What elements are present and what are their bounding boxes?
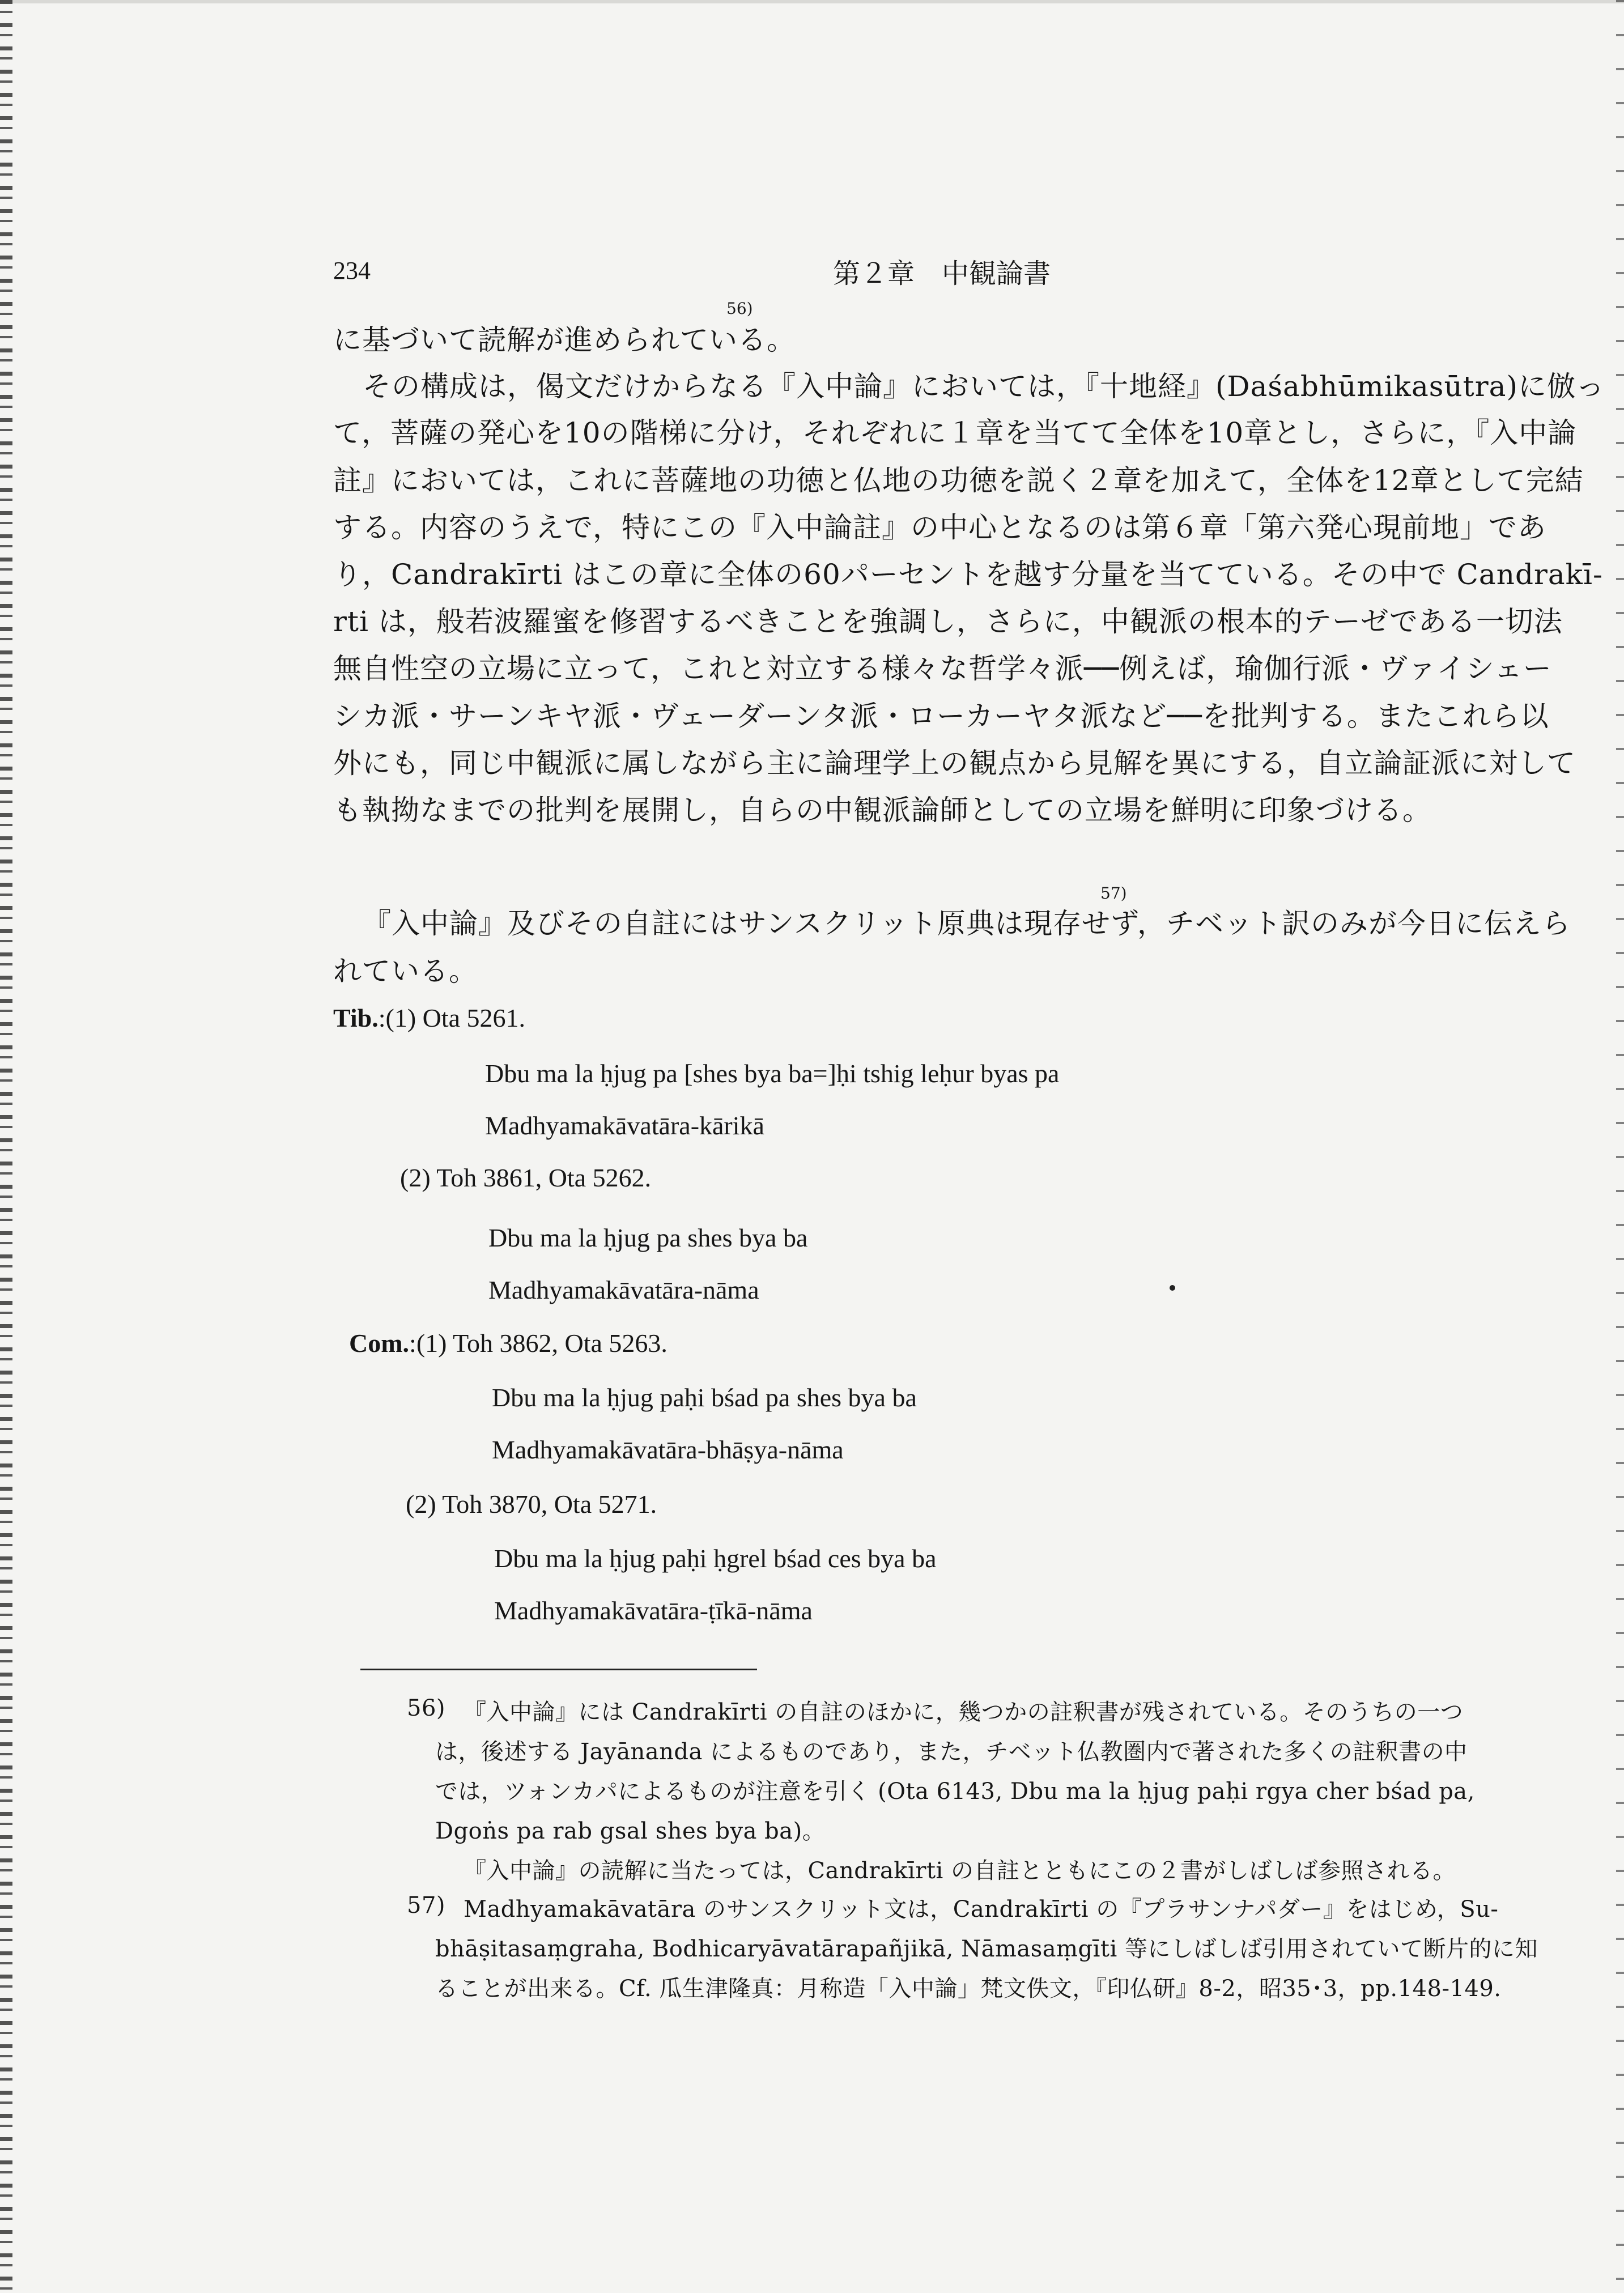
p1-line-4: する。内容のうえで，特にこの『入中論註』の中心となるのは第６章「第六発心現前地」であ <box>333 511 1546 544</box>
ref-tib-2-skt: Madhyamakāvatāra-nāma <box>488 1275 759 1304</box>
ref-com-label: Com. <box>349 1329 410 1358</box>
body-line-1-text: に基づいて読解が進められている。 <box>333 324 796 356</box>
footnote-57-line-1: Madhyamakāvatāra のサンスクリット文は，Candrakīrti の『プラサンナパダー』をはじめ，Su- <box>464 1896 1499 1922</box>
ref-com-2-title: Dbu ma la ḥjug paḥi ḥgrel bśad ces bya ba <box>494 1544 937 1573</box>
p1-line-2: て，菩薩の発心を10の階梯に分け，それぞれに１章を当てて全体を10章とし，さらに，『入中論 <box>333 416 1577 449</box>
ref-tib-2-title: Dbu ma la ḥjug pa shes bya ba <box>488 1223 808 1252</box>
ref-tib-2-head: (2) Toh 3861, Ota 5262. <box>400 1163 652 1192</box>
p1-line-7: 無自性空の立場に立って，これと対立する様々な哲学々派──例えば，瑜伽行派・ヴァイシェー <box>333 652 1552 685</box>
footnote-56-line-2: は，後述する Jayānanda によるものであり，また，チベット仏教圏内で著された多くの註釈書の中 <box>435 1739 1468 1765</box>
ref-tib-1-title: Dbu ma la ḥjug pa [shes bya ba=]ḥi tshig leḥur byas pa <box>485 1059 1060 1088</box>
ref-tib-1-skt: Madhyamakāvatāra-kārikā <box>485 1111 764 1140</box>
p1-line-1: その構成は，偈文だけからなる『入中論』においては，『十地経』(Daśabhūmikasūtra)に倣っ <box>363 370 1605 403</box>
p2-line-1 <box>363 901 1571 942</box>
footnote-57-line-2: bhāṣitasaṃgraha, Bodhicaryāvatārapañjikā, Nāmasaṃgīti 等にしばしば引用されていて断片的に知 <box>435 1936 1538 1962</box>
body-line-1 <box>333 317 796 358</box>
chapter-title: 第２章 中観論書 <box>833 258 1051 290</box>
ref-com-1-skt: Madhyamakāvatāra-bhāṣya-nāma <box>492 1435 844 1464</box>
p2-line-1-a: 『入中論』及びその自註にはサンスクリット原典は現存せず， <box>363 907 1166 940</box>
footnote-56-line-4: Dgoṅs pa rab gsal shes bya ba)。 <box>435 1818 826 1844</box>
page-number: 234 <box>333 257 371 284</box>
p2-line-1-b: チベット訳のみが今日に伝えら <box>1166 907 1571 940</box>
footnote-56-number: 56) <box>407 1695 446 1721</box>
ref-tib-1-row <box>333 1003 525 1033</box>
ref-com-1-row <box>349 1328 668 1358</box>
ref-com-1-title: Dbu ma la ḥjug paḥi bśad pa shes bya ba <box>492 1383 917 1412</box>
scan-speck <box>1170 1285 1175 1291</box>
ref-tib-1-head: :(1) Ota 5261. <box>378 1003 526 1032</box>
footnote-57-line-3: ることが出来る。Cf. 瓜生津隆真：月称造「入中論」梵文佚文，『印仏研』8-2，昭35･3，pp.148-149. <box>435 1976 1502 2002</box>
scan-edge-left <box>0 0 12 2293</box>
p1-line-3: 註』においては，これに菩薩地の功徳と仏地の功徳を説く２章を加えて，全体を12章として完結 <box>333 464 1584 497</box>
p1-line-10: も執拗なまでの批判を展開し，自らの中観派論師としての立場を鮮明に印象づける。 <box>333 794 1431 827</box>
p1-line-8: シカ派・サーンキヤ派・ヴェーダーンタ派・ローカーヤタ派など──を批判する。またこれら以 <box>333 700 1549 733</box>
footnote-56-line-1: 『入中論』には Candrakīrti の自註のほかに，幾つかの註釈書が残されている。そのうちの一つ <box>464 1699 1464 1725</box>
footnote-56-line-5: 『入中論』の読解に当たっては，Candrakīrti の自註とともにこの２書がしばしば参照される。 <box>464 1858 1456 1884</box>
ref-com-2-head: (2) Toh 3870, Ota 5271. <box>406 1490 657 1518</box>
scan-edge-right <box>1616 0 1624 2293</box>
ref-com-2-skt: Madhyamakāvatāra-ṭīkā-nāma <box>494 1596 813 1625</box>
ref-tib-label: Tib. <box>333 1003 379 1032</box>
footnote-57-number: 57) <box>407 1892 446 1918</box>
ref-com-1-head: :(1) Toh 3862, Ota 5263. <box>409 1329 668 1358</box>
footnote-56-line-3: では，ツォンカパによるものが注意を引く (Ota 6143, Dbu ma la ḥjug paḥi rgya cher bśad pa, <box>435 1779 1475 1805</box>
p2-line-2: れている。 <box>333 955 478 988</box>
p1-line-6: rti は，般若波羅蜜を修習するべきことを強調し，さらに，中観派の根本的テーゼである一切法 <box>333 605 1563 638</box>
scan-edge-top <box>0 0 1624 3</box>
p1-line-9: 外にも，同じ中観派に属しながら主に論理学上の観点から見解を異にする，自立論証派に対して <box>333 747 1576 780</box>
footnote-rule <box>360 1669 757 1670</box>
p1-line-5: り，Candrakīrti はこの章に全体の60パーセントを越す分量を当てている。その中で Candrakī- <box>333 558 1603 591</box>
footnote-ref-57[interactable]: 57) <box>1100 884 1127 903</box>
footnote-ref-56[interactable]: 56) <box>726 299 753 318</box>
